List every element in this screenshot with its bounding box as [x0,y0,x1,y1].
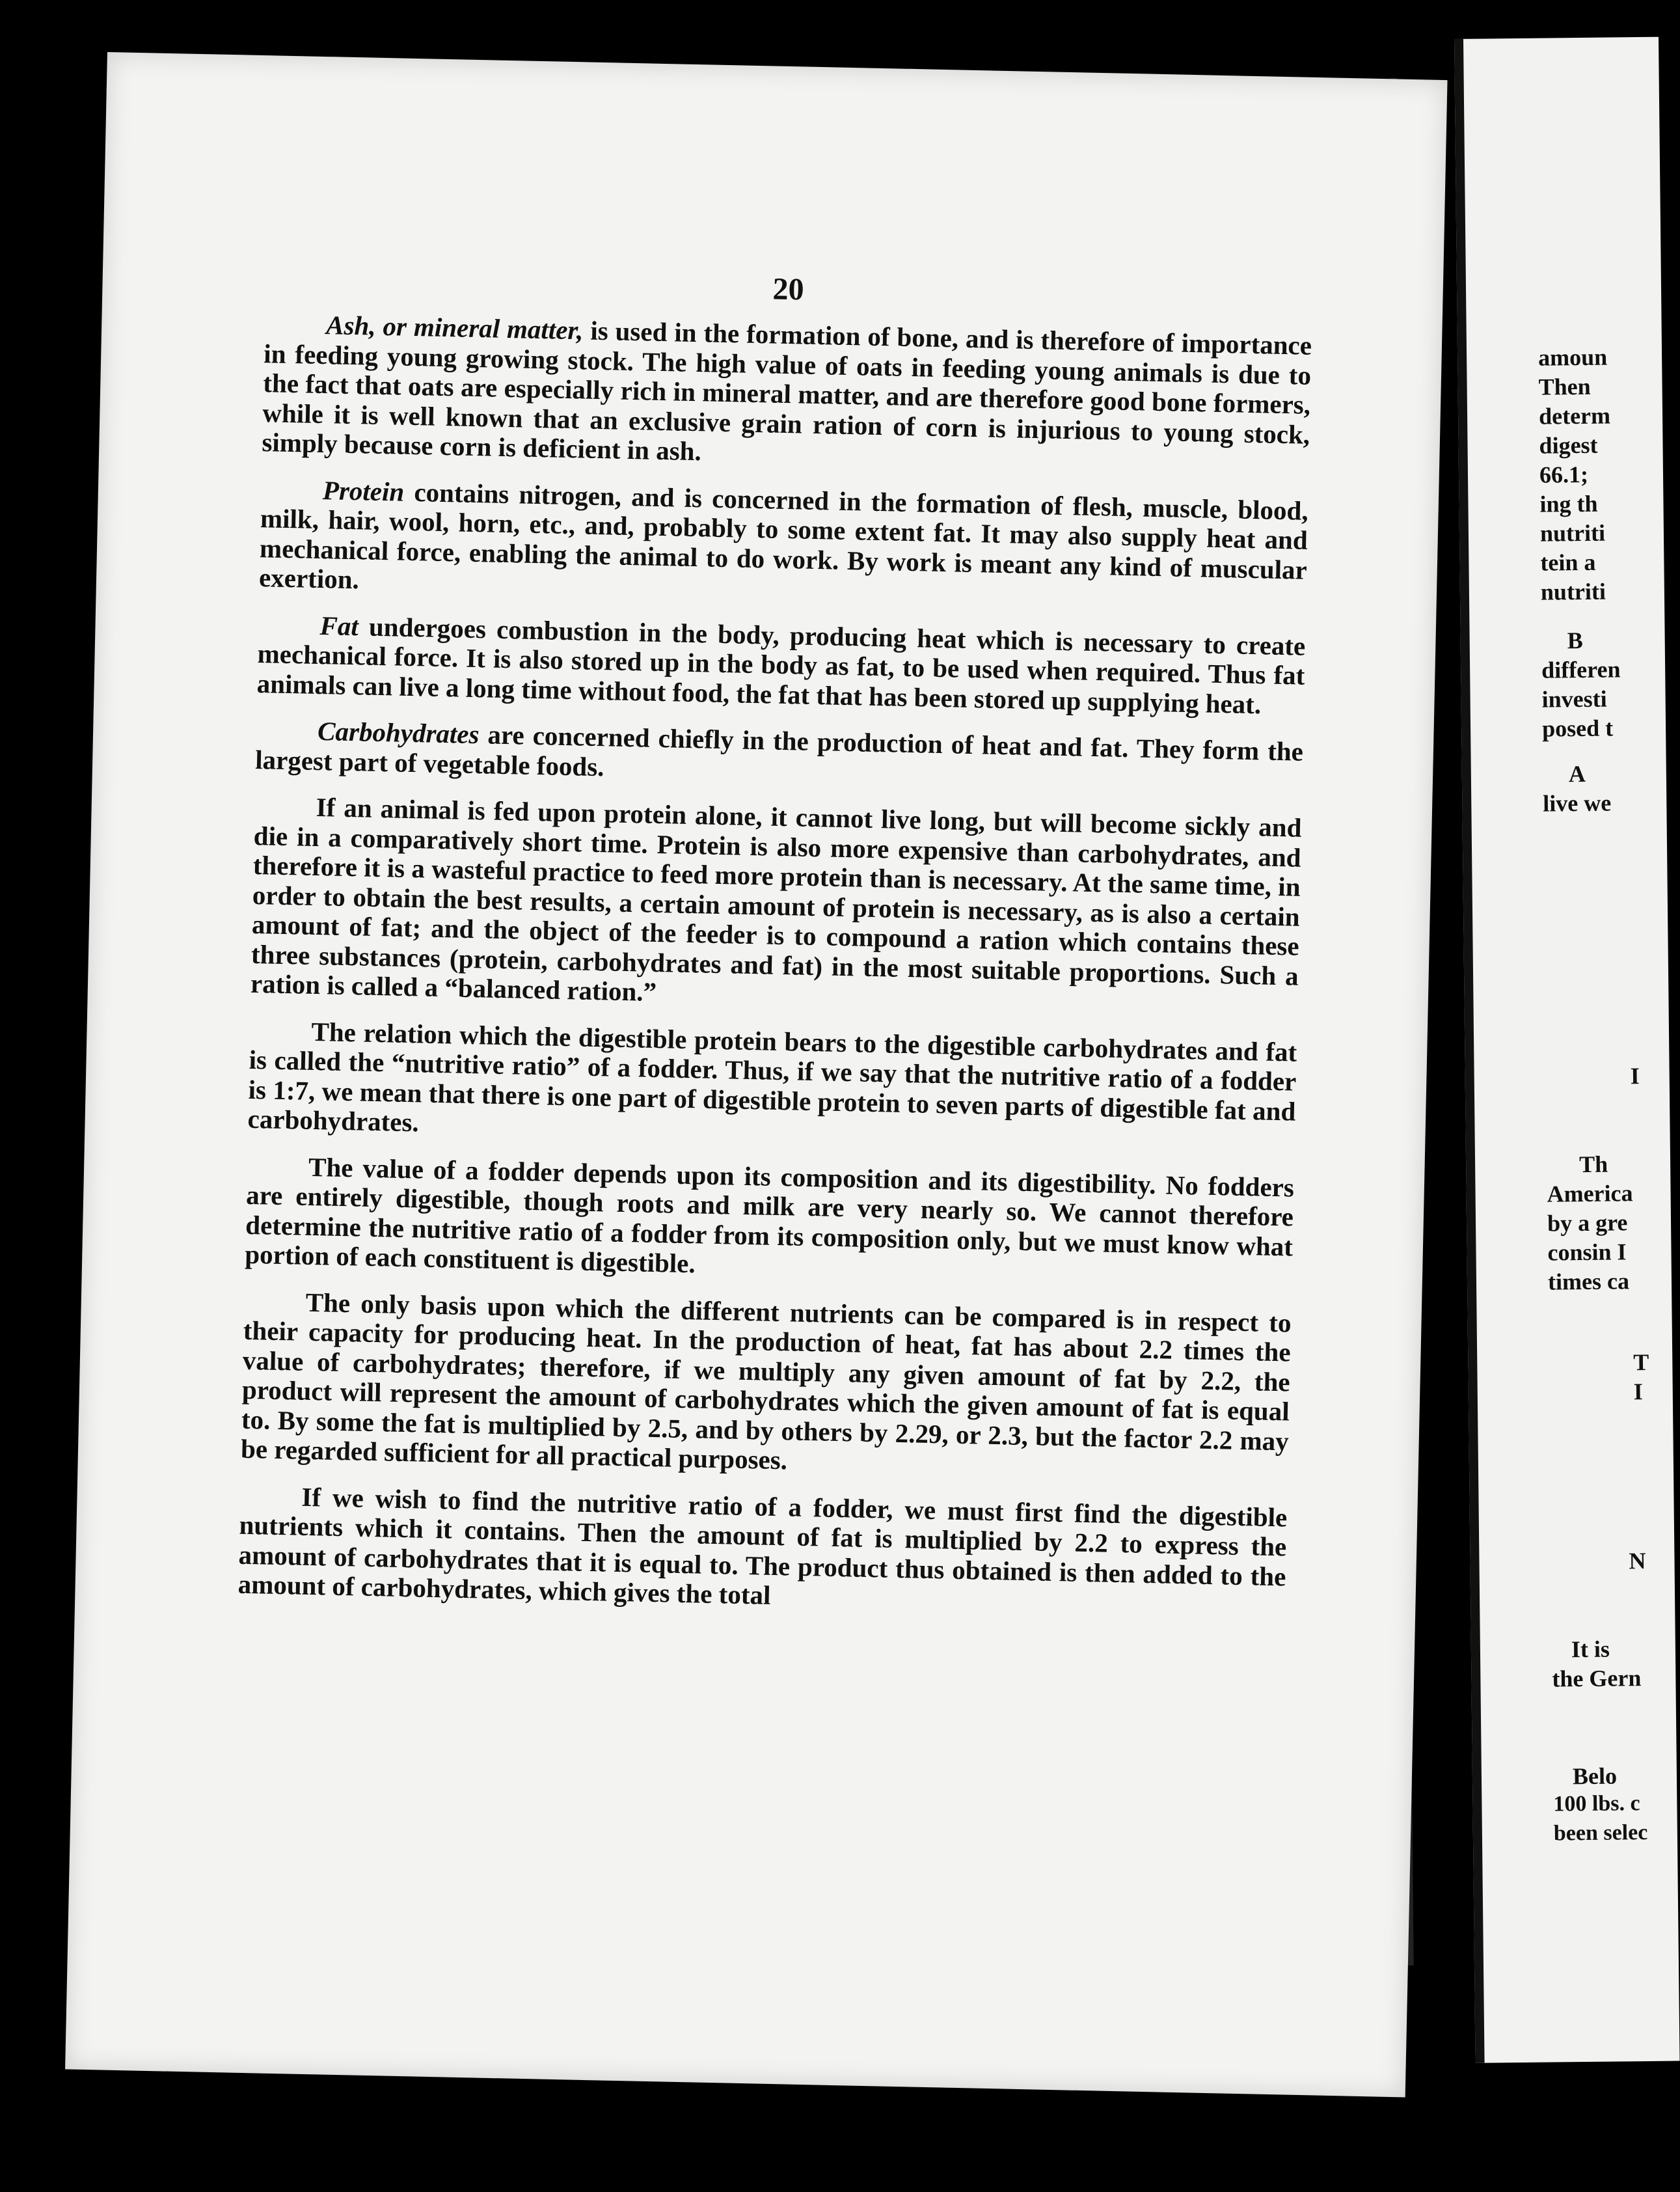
facing-line: Belo [1572,1762,1618,1790]
facing-page [1454,37,1680,2063]
paragraph-finding-ratio: If we wish to find the nutritive ratio of a fodder, we must first find the digestible nutrients which it contains. Then the amount of fat is multiplied by 2.2 to express the amount of carbohydrates that it is equal to. The product thus obtained is then added to the amount of carbohydrates, which gives the total [237,1481,1288,1610]
body-text [237,309,1312,1621]
paragraph-fat: Fat undergoes combustion in the body, producing heat which is necessary to create mechanical force. It is also stored up in the body as fat, to be used when required. Thus fat animals can live a long time without food, the fat that has been stored up supplying heat. [256,610,1306,719]
left-page [65,52,1447,2097]
facing-line: 66.1; [1539,461,1589,488]
facing-line: Th [1578,1151,1608,1178]
facing-line: differen [1541,656,1621,683]
facing-line: Then [1538,373,1591,400]
facing-line: times ca [1547,1268,1630,1295]
facing-line: B [1567,627,1583,654]
term-fat: Fat [319,610,359,641]
paragraph-heat-basis: The only basis upon which the different nutrients can be compared is in respect to their capacity for producing heat. In the production of heat, fat has about 2.2 times the value of carbohydrates; therefore, if we multiply any given amount of fat by 2.2, the product will represent the amount of carbohydrates which the given amount of fat is equal to. By some the fat is multiplied by 2.5, and by others by 2.29, or 2.3, but the factor 2.2 may be regarded sufficient for all practical purposes. [240,1287,1292,1475]
facing-line: T [1633,1349,1649,1376]
facing-line: live we [1543,789,1612,817]
facing-line: 100 lbs. c [1553,1791,1640,1816]
facing-line: amoun [1538,344,1608,371]
facing-line: tein a [1540,549,1596,576]
paragraph-carbohydrates: Carbohydrates are concerned chiefly in the production of heat and fat. They form the largest part of vegetable foods. [254,716,1304,782]
facing-line: determ [1538,402,1611,430]
paragraph-balanced-ration: If an animal is fed upon protein alone, it cannot live long, but will become sickly and die in a comparatively short time. Protein is also more expensive than carbohydrates, and therefore it is a wasteful practice to feed more protein than is necessary. At the same time, in order to obtain the best results, a certain amount of protein is necessary, as is also a certain amount of fat; and the object of the feeder is to compound a ration which contains these three substances (protein, carbohydrates and fat) in the most suitable proportions. Such a ration is called a “balanced ration.” [250,791,1302,1007]
facing-line: consin I [1547,1239,1627,1266]
facing-line: America [1547,1180,1633,1207]
facing-line: nutriti [1540,578,1606,605]
page-number: 20 [772,271,805,307]
paragraph-ash: Ash, or mineral matter, is used in the formation of bone, and is therefore of importance in feeding young growing stock. The high value of oats in feeding young animals is due to the fact that oats are especially rich in mineral matter, and are therefore good bone formers, while it is well known that an exclusive grain ration of corn is injurious to young stock, simply because corn is deficient in ash. [262,310,1312,467]
facing-line: I [1630,1063,1640,1089]
facing-line: posed t [1541,715,1614,742]
facing-line: the Gern [1552,1665,1642,1692]
paragraph-value-of-fodder: The value of a fodder depends upon its composition and its digestibility. No fodders are entirely digestible, though roots and milk are very nearly so. We cannot therefore determine the nutritive ratio of a fodder from its composition only, but we must know what portion of each constituent is digestible. [244,1151,1295,1279]
facing-line: nutriti [1539,519,1606,547]
facing-line: by a gre [1547,1209,1628,1237]
facing-line: N [1629,1548,1646,1574]
facing-line: investi [1541,685,1607,713]
facing-line: been selec [1553,1820,1648,1846]
term-carbohydrates: Carbohydrates [317,716,480,750]
facing-line: A [1568,760,1586,788]
facing-line: It is [1571,1636,1610,1663]
term-protein: Protein [322,474,405,507]
facing-line: I [1633,1378,1644,1405]
paragraph-protein: Protein contains nitrogen, and is concerned in the formation of flesh, muscle, blood, milk, hair, wool, horn, etc., and, probably to some extent fat. It may also supply heat and mechanical force, enabling the animal to do work. By work is meant any kind of muscular exertion. [258,474,1309,595]
facing-line: ing th [1539,490,1598,517]
facing-line: digest [1539,432,1598,459]
paragraph-nutritive-ratio: The relation which the digestible protein bears to the digestible carbohydrates and fat is called the “nutritive ratio” of a fodder. Thus, if we say that the nutritive ratio of a fodder is 1:7, we mean that there is one part of digestible protein to seven parts of digestible fat and carbohydrates. [247,1016,1297,1138]
term-ash: Ash, or mineral matter, [325,310,584,346]
